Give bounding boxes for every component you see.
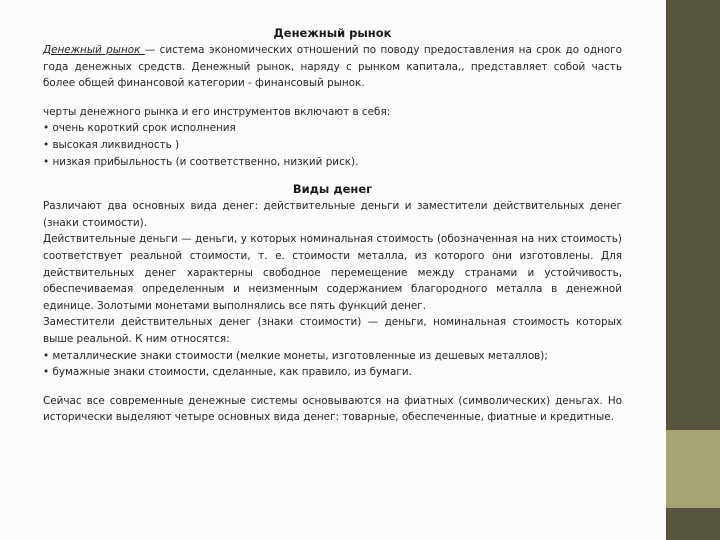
definition-term: Денежный рынок (43, 44, 145, 56)
real-money-paragraph: Действительные деньги — деньги, у которых номинальная стоимость (обозначенная на них стоимость) соответствует реальной стоимости, т. е. стоимости металла, из которого они изготовлены. Для действительных денег характерны свободное перемещение между странами и устойчивость, обеспечиваемая определенным и неизменным содержанием благородного металла в денежной единице. Золотыми монетами выполнялись все пять функций денег. (43, 233, 622, 312)
definition-text: — система экономических отношений по поводу предоставления на срок до одного года денежных средств. Денежный рынок, наряду с рынком капитала,, представляет собой часть более общей финансовой категории - финансовый рынок. (43, 44, 622, 90)
section-title-money-market: Денежный рынок (273, 26, 392, 40)
substitutes-paragraph: Заместители действительных денег (знаки стоимости) — деньги, номинальная стоимость которых выше реальной. К ним относятся: (43, 316, 622, 345)
list-item: • бумажные знаки стоимости, сделанные, как правило, из бумаги. (43, 364, 622, 381)
features-list (43, 120, 622, 170)
features-intro: черты денежного рынка и его инструментов включают в себя: (43, 105, 391, 118)
substitutes-list (43, 348, 622, 381)
list-item: • низкая прибыльность (и соответственно, низкий риск). (43, 154, 622, 171)
definition-paragraph (43, 42, 622, 92)
list-item: • высокая ликвидность ) (43, 137, 622, 154)
slide-content (43, 24, 622, 426)
money-types-intro: Различают два основных вида денег: действительные деньги и заместители действительных денег (знаки стоимости). (43, 200, 622, 229)
sidebar-accent-block (666, 430, 720, 508)
section-title-money-types: Виды денег (292, 182, 373, 197)
list-item: • очень короткий срок исполнения (43, 120, 622, 137)
list-item: • металлические знаки стоимости (мелкие монеты, изготовленные из дешевых металлов); (43, 348, 622, 365)
conclusion-paragraph: Сейчас все современные денежные системы основываются на фиатных (символических) деньгах. Но исторически выделяют четыре основных вида денег: товарные, обеспеченные, фиатные и кредитные. (43, 394, 622, 424)
decorative-sidebar (664, 0, 720, 540)
